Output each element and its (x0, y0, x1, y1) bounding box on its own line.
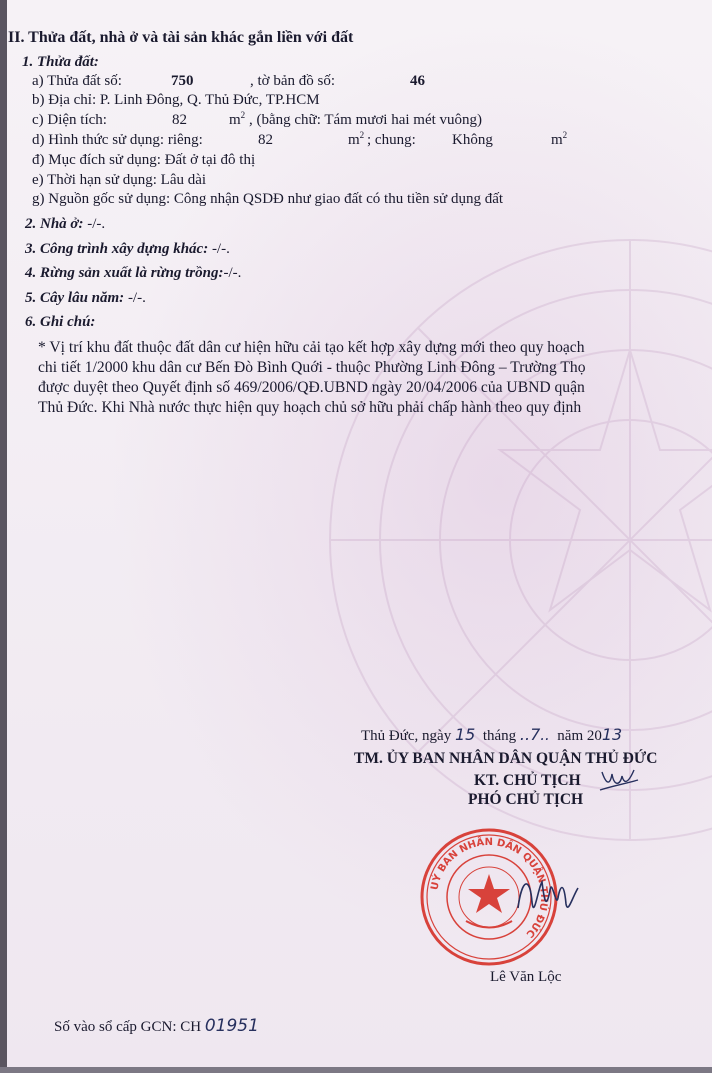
scan-edge-bottom (0, 1067, 712, 1073)
parcel-number-label: a) Thửa đất số: (32, 73, 122, 89)
area-label: c) Diện tích: (32, 112, 107, 128)
note-line-4: Thủ Đức. Khi Nhà nước thực hiện quy hoạch chủ sở hữu phải chấp hành theo quy định (38, 399, 582, 416)
other-works-row: 3. Công trình xây dựng khác: -/-. (25, 241, 230, 257)
map-sheet-value: 46 (410, 73, 425, 89)
parcel-number-value: 750 (171, 73, 194, 89)
area-in-words: , (bằng chữ: Tám mươi hai mét vuông) (249, 112, 483, 128)
note-line-3: được duyệt theo Quyết định số 469/2006/QĐ.UBND ngày 20/04/2006 của UBND quận (38, 379, 585, 396)
issuing-authority: TM. ỦY BAN NHÂN DÂN QUẬN THỦ ĐỨC (354, 750, 658, 767)
note-line-2: chi tiết 1/2000 khu dân cư Bến Đò Bình Quới - thuộc Phường Linh Đông – Trường Thọ (38, 359, 586, 376)
section-title: II. Thửa đất, nhà ở và tài sản khác gắn liền với đất (8, 29, 354, 46)
map-sheet-label: , tờ bản đồ số: (250, 73, 336, 89)
area-value: 82 (172, 112, 187, 128)
usage-shared-label: ; chung: (367, 132, 416, 148)
initial-mark (598, 764, 640, 794)
signature-scribble (512, 868, 582, 928)
scan-edge-left (0, 0, 7, 1073)
house-row: 2. Nhà ở: -/-. (25, 216, 106, 232)
usage-form-label: d) Hình thức sử dụng: riêng: (32, 132, 203, 148)
date-line: Thủ Đức, ngày 15 tháng ..7.. năm 2013 (361, 725, 623, 744)
forest-row: 4. Rừng sản xuất là rừng trồng:-/-. (25, 265, 242, 281)
address-line: b) Địa chỉ: P. Linh Đông, Q. Thủ Đức, TP.HCM (32, 92, 320, 108)
usage-private-value: 82 (258, 132, 273, 148)
perennial-row: 5. Cây lâu năm: -/-. (25, 290, 146, 306)
vice-chairman: PHÓ CHỦ TỊCH (468, 791, 584, 808)
usage-origin: g) Nguồn gốc sử dụng: Công nhận QSDĐ như giao đất có thu tiền sử dụng đất (32, 191, 504, 207)
note-line-1: * Vị trí khu đất thuộc đất dân cư hiện hữu cải tạo kết hợp xây dựng mới theo quy hoạch (38, 339, 585, 356)
area-unit: $m^2$ (229, 110, 246, 128)
usage-purpose: đ) Mục đích sử dụng: Đất ở tại đô thị (32, 152, 256, 168)
usage-shared-unit: $m^2$ (551, 130, 568, 148)
signer-name: Lê Văn Lộc (490, 969, 562, 985)
land-heading: 1. Thửa đất: (22, 54, 99, 70)
kt-chairman: KT. CHỦ TỊCH (474, 772, 581, 789)
register-number: Số vào sổ cấp GCN: CH 01951 (54, 1016, 259, 1036)
usage-private-unit: $m^2$ (348, 130, 365, 148)
notes-heading: 6. Ghi chú: (25, 314, 96, 330)
usage-term: e) Thời hạn sử dụng: Lâu dài (32, 172, 207, 188)
seal-text: UỶ BAN NHÂN DÂN QUẬN THỦ ĐỨC (429, 836, 550, 940)
usage-shared-value: Không (452, 132, 493, 148)
